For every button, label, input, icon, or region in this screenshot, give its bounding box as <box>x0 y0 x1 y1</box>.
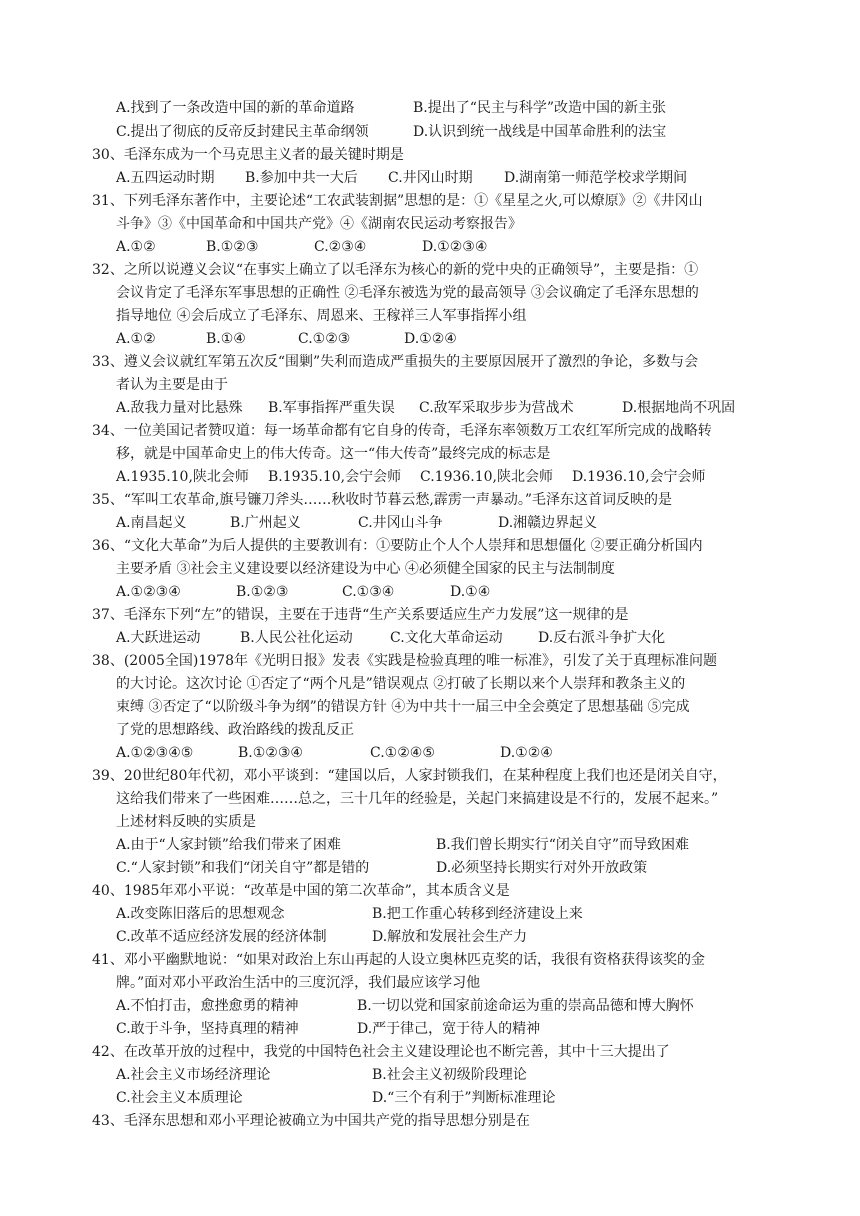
question-38-stem-4: 了党的思想路线、政治路线的拨乱反正 <box>116 722 354 738</box>
question-33-stem-1: 33、遵义会议就红军第五次反“围剿”失利而造成严重损失的主要原因展开了激烈的争论，多数与会 <box>92 354 699 370</box>
question-36-stem-2: 主要矛盾 ③社会主义建设要以经济建设为中心 ④必须健全国家的民主与法制制度 <box>116 561 615 577</box>
question-41-stem-2: 牌。”面对邓小平政治生活中的三度沉浮，我们最应该学习他 <box>116 975 481 991</box>
option-b[interactable]: B.①②③④ <box>238 745 303 761</box>
option-a[interactable]: A.敌我力量对比悬殊 <box>116 400 243 416</box>
option-a[interactable]: A.改变陈旧落后的思想观念 <box>116 906 285 922</box>
question-34-stem-1: 34、一位美国记者赞叹道：每一场革命都有它自身的传奇，毛泽东率领数万工农红军所完成的战略转 <box>92 423 712 439</box>
question-31-stem-2: 斗争》③《中国革命和中国共产党》④《湖南农民运动考察报告》 <box>116 216 522 232</box>
question-35-stem: 35、“军叫工农革命,旗号镰刀斧头……秋收时节暮云愁,霹雳一声暴动。”毛泽东这首词反映的是 <box>92 492 673 508</box>
option-a[interactable]: A.①②③④⑤ <box>116 745 194 761</box>
option-c[interactable]: C.1936.10,陕北会师 <box>420 469 554 485</box>
question-39-stem-2: 这给我们带来了一些困难……总之，三十几年的经验是，关起门来搞建设是不行的，发展不起来。” <box>116 791 719 807</box>
question-37-stem: 37、毛泽东下列“左”的错误，主要在于违背“生产关系要适应生产力发展”这一规律的是 <box>92 607 629 623</box>
option-b[interactable]: B.①②③ <box>236 584 289 600</box>
question-33-stem-2: 者认为主要是由于 <box>116 377 228 393</box>
question-39-stem-3: 上述材料反映的实质是 <box>116 814 256 830</box>
question-30-stem: 30、毛泽东成为一个马克思主义者的最关键时期是 <box>92 147 404 163</box>
option-b[interactable]: B.提出了“民主与科学”改造中国的新主张 <box>413 100 667 116</box>
option-a[interactable]: A.找到了一条改造中国的新的革命道路 <box>116 100 355 116</box>
question-34-stem-2: 移，就是中国革命史上的伟大传奇。这一“伟大传奇”最终完成的标志是 <box>116 446 551 462</box>
option-a[interactable]: A.不怕打击，愈挫愈勇的精神 <box>116 998 299 1014</box>
option-c[interactable]: C.“人家封锁”和我们“闭关自守”都是错的 <box>116 860 370 876</box>
option-c[interactable]: C.②③④ <box>314 239 367 255</box>
option-c[interactable]: C.社会主义本质理论 <box>116 1090 243 1106</box>
option-a[interactable]: A.大跃进运动 <box>116 630 201 646</box>
option-d[interactable]: D.反右派斗争扩大化 <box>538 630 666 646</box>
question-38-stem-1: 38、(2005全国)1978年《光明日报》发表《实践是检验真理的唯一标准》，引发了关于真理标准问题 <box>92 653 717 669</box>
option-b[interactable]: B.1935.10,会宁会师 <box>268 469 402 485</box>
option-c[interactable]: C.敌军采取步步为营战术 <box>419 400 574 416</box>
question-42-stem: 42、在改革开放的过程中，我党的中国特色社会主义建设理论也不断完善，其中十三大提出了 <box>92 1044 670 1060</box>
question-32-stem-3: 指导地位 ④会后成立了毛泽东、周恩来、王稼祥三人军事指挥小组 <box>116 308 527 324</box>
option-b[interactable]: B.我们曾长期实行“闭关自守”而导致困难 <box>436 837 690 853</box>
option-a[interactable]: A.南昌起义 <box>116 515 187 531</box>
option-c[interactable]: C.①②③ <box>298 331 351 347</box>
option-d[interactable]: D.湖南第一师范学校求学期间 <box>504 170 688 186</box>
option-b[interactable]: B.把工作重心转移到经济建设上来 <box>372 906 583 922</box>
option-d[interactable]: D.①②③④ <box>422 239 488 255</box>
question-38-stem-3: 束缚 ③否定了“以阶级斗争为纲”的错误方针 ④为中共十一届三中全会奠定了思想基础 ⑤完成 <box>116 699 690 715</box>
option-a[interactable]: A.①② <box>116 331 156 347</box>
option-d[interactable]: D.根据地尚不巩固 <box>622 400 736 416</box>
option-d[interactable]: D.解放和发展社会生产力 <box>372 929 528 945</box>
option-c[interactable]: C.敢于斗争，坚持真理的精神 <box>116 1021 299 1037</box>
option-d[interactable]: D.①④ <box>450 584 491 600</box>
option-b[interactable]: B.人民公社化运动 <box>240 630 353 646</box>
option-c[interactable]: C.①②④⑤ <box>370 745 435 761</box>
option-a[interactable]: A.①②③④ <box>116 584 181 600</box>
option-d[interactable]: D.严于律己，宽于待人的精神 <box>357 1021 541 1037</box>
option-b[interactable]: B.广州起义 <box>230 515 301 531</box>
option-d[interactable]: D.必须坚持长期实行对外开放政策 <box>436 860 648 876</box>
option-b[interactable]: B.社会主义初级阶段理论 <box>372 1067 527 1083</box>
option-b[interactable]: B.①④ <box>206 331 246 347</box>
question-41-stem-1: 41、邓小平幽默地说：“如果对政治上东山再起的人设立奥林匹克奖的话，我很有资格获得该奖的金 <box>92 952 705 968</box>
option-d[interactable]: D.1936.10,会宁会师 <box>572 469 706 485</box>
option-c[interactable]: C.改革不适应经济发展的经济体制 <box>116 929 327 945</box>
option-a[interactable]: A.1935.10,陕北会师 <box>116 469 249 485</box>
option-c[interactable]: C.井冈山时期 <box>388 170 473 186</box>
option-a[interactable]: A.①② <box>116 239 156 255</box>
option-a[interactable]: A.由于“人家封锁”给我们带来了困难 <box>116 837 341 853</box>
option-b[interactable]: B.①②③ <box>206 239 259 255</box>
question-40-stem: 40、1985年邓小平说：“改革是中国的第二次革命”，其本质含义是 <box>92 883 510 899</box>
option-d[interactable]: D.认识到统一战线是中国革命胜利的法宝 <box>413 124 667 140</box>
option-c[interactable]: C.文化大革命运动 <box>390 630 503 646</box>
option-d[interactable]: D.①②④ <box>500 745 553 761</box>
option-a[interactable]: A.五四运动时期 <box>116 170 215 186</box>
question-32-stem-1: 32、之所以说遵义会议“在事实上确立了以毛泽东为核心的新的党中央的正确领导”，主要是指：① <box>92 262 699 278</box>
question-36-stem-1: 36、“文化大革命”为后人提供的主要教训有：①要防止个人个人崇拜和思想僵化 ②要正确分析国内 <box>92 538 703 554</box>
option-d[interactable]: D.“三个有利于”判断标准理论 <box>372 1090 556 1106</box>
question-38-stem-2: 的大讨论。这次讨论 ①否定了“两个凡是”错误观点 ②打破了长期以来个人崇拜和教条主义的 <box>116 676 686 692</box>
question-39-stem-1: 39、20世纪80年代初，邓小平谈到：“建国以后，人家封锁我们，在某种程度上我们也还是闭关自守， <box>92 768 727 784</box>
option-b[interactable]: B.参加中共一大后 <box>245 170 358 186</box>
option-b[interactable]: B.军事指挥严重失误 <box>268 400 395 416</box>
question-32-stem-2: 会议肯定了毛泽东军事思想的正确性 ②毛泽东被选为党的最高领导 ③会议确定了毛泽东思想的 <box>116 285 699 301</box>
option-d[interactable]: D.①②④ <box>404 331 457 347</box>
option-c[interactable]: C.①③④ <box>342 584 395 600</box>
option-c[interactable]: C.提出了彻底的反帝反封建民主革命纲领 <box>116 124 369 140</box>
option-b[interactable]: B.一切以党和国家前途命运为重的崇高品德和博大胸怀 <box>357 998 694 1014</box>
question-31-stem-1: 31、下列毛泽东著作中，主要论述“工农武装割据”思想的是：①《星星之火,可以燎原》②《井冈山 <box>92 193 703 209</box>
option-c[interactable]: C.井冈山斗争 <box>358 515 443 531</box>
question-43-stem: 43、毛泽东思想和邓小平理论被确立为中国共产党的指导思想分别是在 <box>92 1113 530 1129</box>
option-a[interactable]: A.社会主义市场经济理论 <box>116 1067 271 1083</box>
option-d[interactable]: D.湘赣边界起义 <box>498 515 598 531</box>
